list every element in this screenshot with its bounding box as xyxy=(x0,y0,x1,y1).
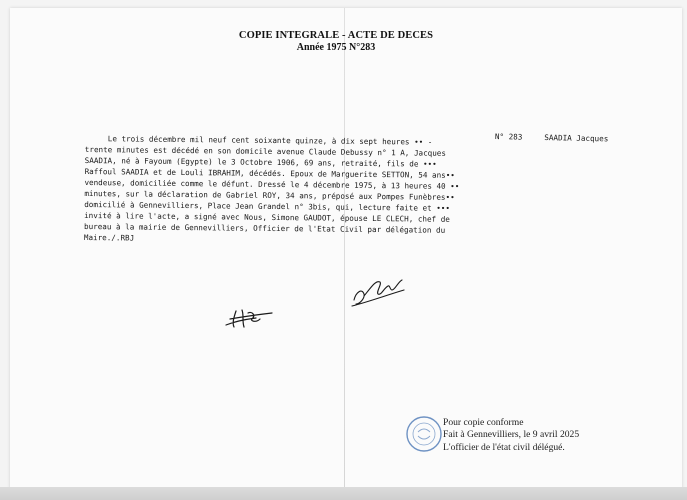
act-line: Raffoul SAADIA et de Louli IBRAHIM, décédés. Epoux de Marguerite SETTON, 54 ans•• xyxy=(84,166,455,180)
act-line: bureau à la mairie de Gennevilliers, Officier de l'Etat Civil par délégation du xyxy=(83,221,446,235)
document-title: COPIE INTEGRALE - ACTE DE DECES xyxy=(238,30,434,41)
declarant-signature xyxy=(222,305,278,331)
act-line: SAADIA, né à Fayoum (Egypte) le 3 Octobre 1906, 69 ans, retraité, fils de ••• xyxy=(84,155,437,169)
certification-line: Fait à Gennevilliers, le 9 avril 2025 xyxy=(443,429,580,441)
act-line: invité à lire l'acte, a signé avec Nous, Simone GAUDOT, épouse LE CLECH, chef de xyxy=(84,210,450,224)
act-line: domicilié à Gennevilliers, Place Jean Grandel n° 3bis, qui, lecture faite et ••• xyxy=(84,199,451,213)
document-page xyxy=(10,8,682,496)
officer-signature xyxy=(350,270,410,310)
official-stamp xyxy=(404,414,444,454)
paper-fold xyxy=(344,8,345,496)
act-body xyxy=(84,133,465,247)
margin-name: SAADIA Jacques xyxy=(544,133,609,144)
act-line: minutes, sur la déclaration de Gabriel ROY, 34 ans, préposé aux Pompes Funèbres•• xyxy=(84,188,455,202)
scanner-edge xyxy=(0,487,687,500)
act-line: trente minutes est décédé en son domicile avenue Claude Debussy n° 1 A, Jacques xyxy=(84,144,447,158)
act-line: Maire./.RBJ xyxy=(83,232,135,243)
certification-line: L'officier de l'état civil délégué. xyxy=(443,441,565,453)
act-line: Le trois décembre mil neuf cent soixante quinze, à dix sept heures •• - xyxy=(84,133,433,147)
certification-line: Pour copie conforme xyxy=(443,417,524,428)
margin-number: N° 283 xyxy=(494,132,523,142)
certification-block xyxy=(443,417,579,454)
document-subtitle: Année 1975 N°283 xyxy=(296,42,376,53)
act-line: vendeuse, domiciliée comme le défunt. Dressé le 4 décembre 1975, à 13 heures 40 •• xyxy=(84,177,460,191)
document-header xyxy=(0,30,672,53)
